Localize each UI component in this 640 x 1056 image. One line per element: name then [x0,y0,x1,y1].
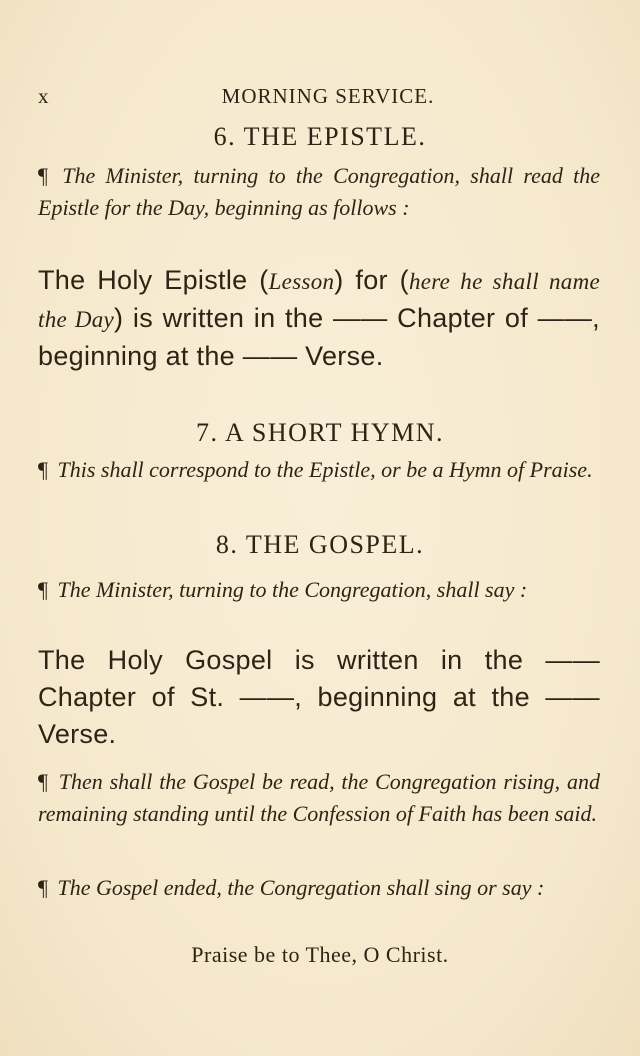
congregation-response: Praise be to Thee, O Christ. [191,942,449,967]
page-number: x [38,84,50,108]
epistle-announcement [38,262,600,375]
pilcrow-icon: ¶ [38,457,48,482]
section-heading-epistle: 6. THE EPISTLE. [213,122,427,151]
pilcrow-icon: ¶ [38,577,48,602]
pilcrow-icon: ¶ [38,769,48,794]
section-heading-hymn: 7. A SHORT HYMN. [195,418,445,447]
pilcrow-icon: ¶ [38,875,48,900]
rubric-gospel-ended [38,872,600,904]
announcement-part: ) for ( [334,265,409,295]
rubric-text: Then shall the Gospel be read, the Congregation rising, and remaining standing until the Confession of Faith has been said. [38,769,600,826]
rubric-text: The Gospel ended, the Congregation shall sing or say : [57,875,545,900]
rubric-gospel-intro [38,574,600,606]
announcement-italic: here he shall name the Day [38,269,600,332]
announcement-italic: Lesson [268,269,335,294]
running-title: MORNING SERVICE. [221,84,435,108]
pilcrow-icon: ¶ [38,163,48,188]
rubric-text: The Minister, turning to the Congregation, shall read the Epistle for the Day, beginning as follows : [38,163,601,220]
rubric-epistle [38,160,600,224]
gospel-announcement: The Holy Gospel is written in the —— Chapter of St. ——, beginning at the —— Verse. [38,645,600,749]
announcement-part: The Holy Epistle ( [38,265,269,295]
rubric-gospel-reading [38,766,600,830]
section-heading-gospel: 8. THE GOSPEL. [215,530,425,559]
rubric-hymn [38,454,600,486]
rubric-text: The Minister, turning to the Congregation, shall say : [57,577,528,602]
page-header [38,84,602,114]
rubric-text: This shall correspond to the Epistle, or be a Hymn of Praise. [57,457,593,482]
announcement-part: ) is written in the —— Chapter of ——, beginning at the —— Verse. [38,303,600,371]
